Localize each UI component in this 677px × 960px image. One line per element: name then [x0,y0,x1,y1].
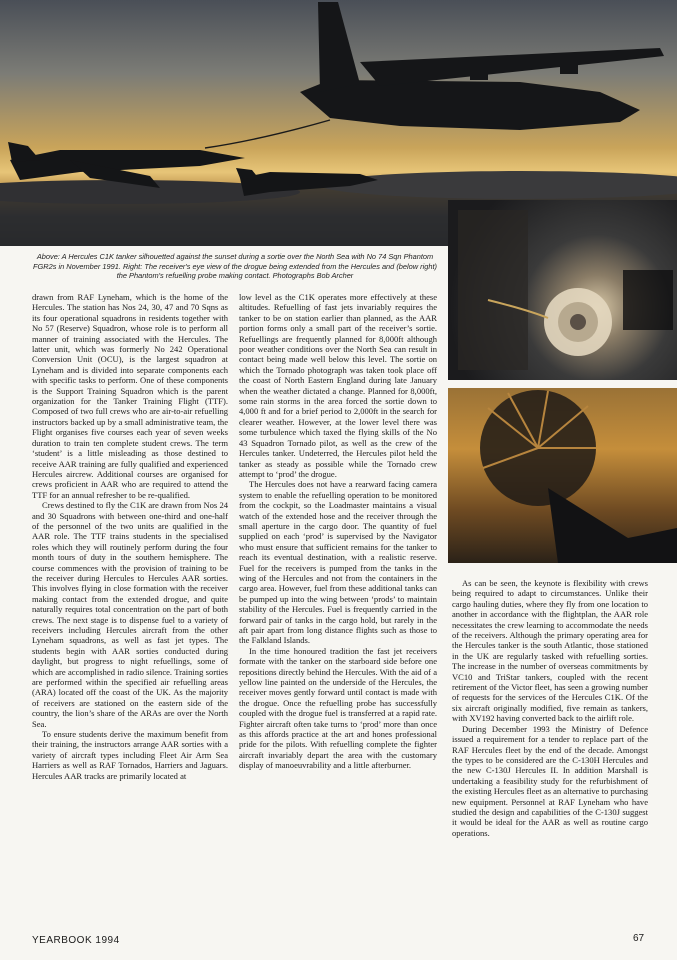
paragraph: In the time honoured tradition the fast jet receivers formate with the tanker on the starboard side before one repositions directly behind the Hercules. With the aid of a yellow line painted on the underside of the Hercules, the receiver moves gently forward until contact is made with the drogue. Once the refuelling probe has successfully coupled with the drogue fuel is transferred at a rapid rate. Fighter aircraft often take turns to ‘prod’ more than once as this affords practice at the art and hones professional pride for the pilots. With refuelling complete the fighter aircraft invariably depart the area with the customary display of manoeuvrability and a little afterburner. [239,645,437,771]
article-column-1 [32,292,228,781]
drogue-illustration [448,200,677,380]
page-number: 67 [633,933,645,944]
paragraph: To ensure students derive the maximum benefit from their training, the instructors arrange AAR sorties with a variety of aircraft types including Fleet Air Arm Sea Harriers as well as RAF Tornados, Harriers and Jaguars. Hercules AAR tracks are primarily located at [32,729,228,781]
photo-caption: Above: A Hercules C1K tanker silhouetted against the sunset during a sortie over the North Sea with No 74 Sqn Phantom FGR2s in November 1991. Right: The receiver's eye view of the drogue being extended from the Hercules and (below right) the Phantom's refuelling probe making contact. Photographs Bob Archer [33,252,437,281]
article-column-3 [452,578,648,838]
photo-drogue-extended [448,200,677,380]
article-column-2 [239,292,437,771]
paragraph: low level as the C1K operates more effectively at these altitudes. Refuelling of fast jets invariably requires the tanker to be on station earlier than planned, as the AAR portion forms only a small part of the receiver’s sortie. Refuellings are frequently planned for 8,000ft although poor weather conditions over the North Sea can result in contact being made well below this level. The sortie on which the Tornado photograph was taken took place off the coast of North Eastern England during late January when the weather dictated a change. Planned for 8,000ft, some rain storms in the area forced the sortie down to 4,000 ft and for a brief period to 2,000ft in the search for clearer weather. However, at the lower level there was some turbulence which taxed the flying skills of the No 43 Squadron Tornado pilot, as well as the crew of the Hercules tanker. Undeterred, the Hercules pilot held the tanker as steady as possible while the Tornado crew attempt to ‘prod’ the drogue. [239,292,437,479]
photo-probe-contact [448,388,677,563]
paragraph: During December 1993 the Ministry of Defence issued a requirement for a tender to replace part of the RAF Hercules fleet by the end of the decade. Amongst the types to be considered are the C-130H Hercules and the new C-130J Hercules II. In addition Marshall is undertaking a feasibility study for the refurbishment of the existing Hercules fleet as an alternative to purchasing new equipment. Personnel at RAF Lyneham who have studied the design and capabilities of the C-130J suggest it would be ideal for the AAR as well as routine cargo operations. [452,723,648,838]
probe-illustration [448,388,677,563]
paragraph: drawn from RAF Lyneham, which is the home of the Hercules. The station has Nos 24, 30, 47 and 70 Sqns as its four operational squadrons in residents together with No 57 (Reserve) Squadron, whose role is to perform all manner of training associated with the Hercules. The latter unit, which was formerly No 242 Operational Conversion Unit (OCU), is the largest squadron at Lyneham and is divided into separate components each with specific tasks to perform. One of these components is the Support Training Squadron which is the parent organization for the Tanker Training Flight (TTF). Composed of two full crews who are air-to-air refuelling instructors backed up by a small administrative team, the Flight organises five courses each year of seven weeks duration to train ten complete student crews. The term ‘student’ is a little misleading as those destined to receive AAR training are fully qualified and experienced Hercules aircrew. Additional courses are organised for crews proficient in AAR who are required to attend the TTF for an annual refresher to be re-qualified. [32,292,228,500]
footer-publication: YEARBOOK 1994 [32,935,120,946]
paragraph: The Hercules does not have a rearward facing camera system to enable the refuelling operation to be monitored from the cockpit, so the Loadmaster maintains a visual watch of the extended hose and the receiver through the small aperture in the cargo door. The quantity of fuel supplied on each ‘prod’ is supervised by the Navigator who must ensure that sufficient remains for the tanker to reach its eventual destination, with a realistic reserve. Fuel for the receivers is pumped from the tanks in the wing of the Hercules and not from the containers in the cargo area. However, fuel from these additional tanks can be pumped up into the wing between ‘prods’ to maintain stability of the Hercules. Fuel is frequently carried in the forward pair of tanks in the cargo hold, but rarely in the aft pair apart from long distance flights such as those to the Falkland Islands. [239,479,437,646]
paragraph: Crews destined to fly the C1K are drawn from Nos 24 and 30 Squadrons with between one-third and one-half of the personnel of the two units are qualified in the AAR role. The TTF trains students in the specialised roles which they will routinely perform during the four month tours of duty in the southern hemisphere. The course commences with the provision of training to be the receiver during Hercules to Hercules AAR sorties. This involves flying in close formation with the receiver making contact from the extended drogue, and quite naturally requires total concentration on the part of both crews. The next stage is to dispense fuel to a variety of receivers including Hercules aircraft from the other Lyneham squadrons, as well as fast jet types. The students begin with AAR sorties conducted during daylight, but progress to night refuellings, some of which are accomplished in radio silence. Training sorties are performed within the specified air refuelling areas (ARA) located off the coast of the UK. As the majority of receivers are stationed on the eastern side of the country, the lion’s share of the ARAs are over the North Sea. [32,500,228,729]
paragraph: As can be seen, the keynote is flexibility with crews being required to adapt to circumstances. Unlike their cargo hauling duties, where they fly from one location to another in accordance with the flightplan, the AAR role necessitates the crew learning to accommodate the needs of the receivers. Although the primary operating area for the Hercules tanker is the south Atlantic, those stationed in the UK are regularly tasked with refuelling sorties. The increase in the number of overseas commitments by VC10 and TriStar tankers, coupled with the recent retirement of the Victor fleet, has seen a growing number of requests for the services of the Hercules C1K. Of the six aircraft originally modified, five remain as tankers, with XV192 having converted back to the airlift role. [452,578,648,724]
